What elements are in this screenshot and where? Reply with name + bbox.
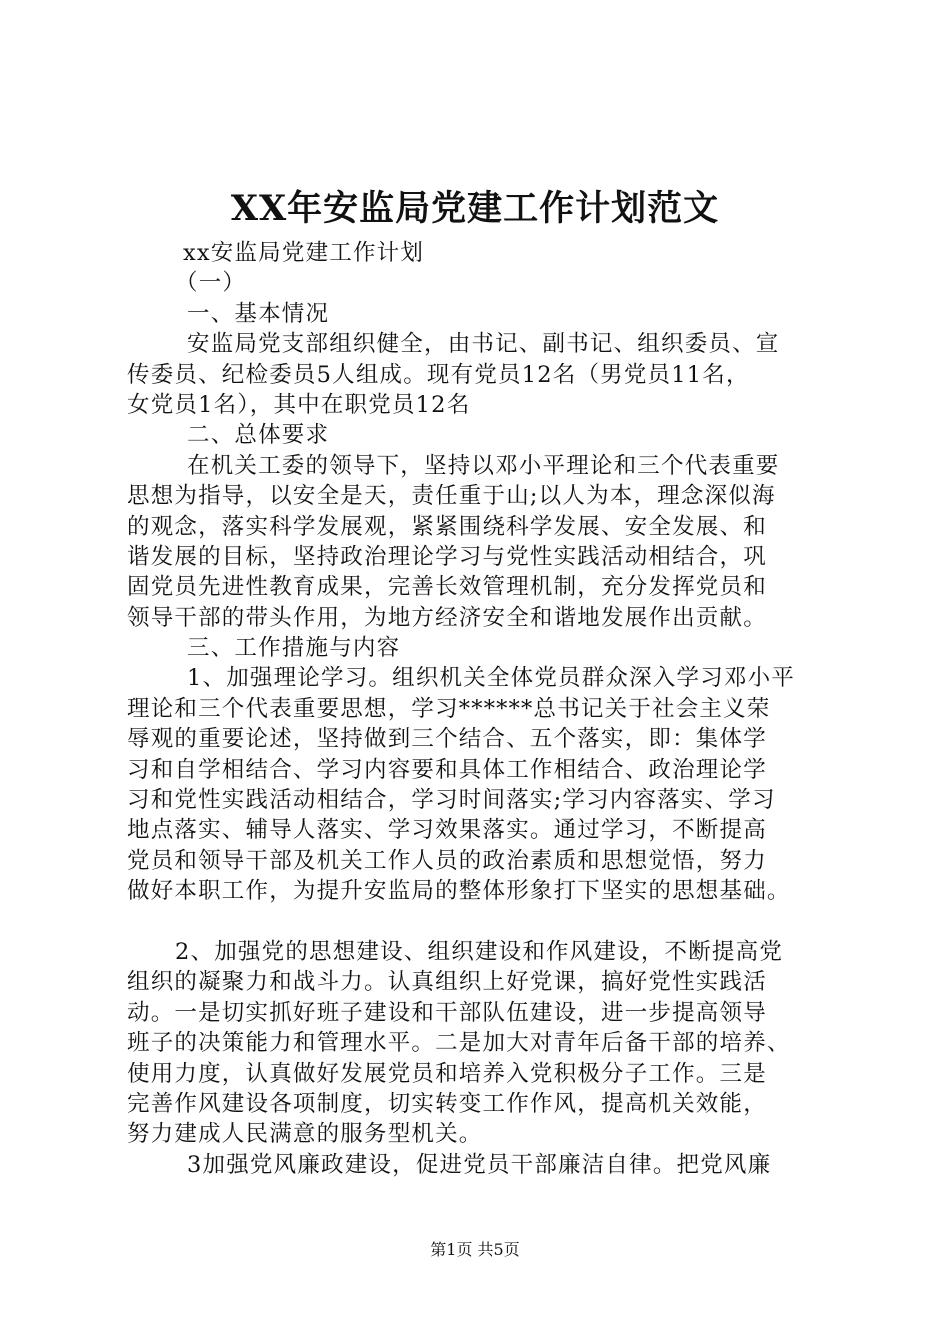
text-line: 传委员、纪检委员5人组成。现有党员12名（男党员11名，: [127, 361, 750, 388]
text-line: 3加强党风廉政建设，促进党员干部廉洁自律。把党风廉: [187, 1151, 772, 1178]
text-line: 在机关工委的领导下，坚持以邓小平理论和三个代表重要: [187, 452, 780, 479]
text-line: 谐发展的目标，坚持政治理论学习与党性实践活动相结合，巩: [127, 543, 767, 570]
text-line: （一）: [175, 270, 247, 297]
text-line: 辱观的重要论述，坚持做到三个结合、五个落实，即：集体学: [127, 726, 767, 753]
text-line: 习和自学相结合、学习内容要和具体工作相结合、政治理论学: [127, 756, 767, 783]
text-line: 领导干部的带头作用，为地方经济安全和谐地发展作出贡献。: [127, 604, 767, 631]
text-line: 理论和三个代表重要思想，学习******总书记关于社会主义荣: [127, 695, 771, 722]
text-line: 完善作风建设各项制度，切实转变工作作风，提高机关效能，: [127, 1090, 767, 1117]
text-line: 女党员1名），其中在职党员12名: [127, 391, 471, 418]
text-line: 思想为指导，以安全是天，责任重于山;以人为本，理念深似海: [127, 483, 776, 510]
text-line: 一、基本情况: [187, 300, 330, 327]
paragraph-gap: [127, 907, 837, 937]
document-title: XX年安监局党建工作计划范文: [230, 188, 720, 229]
text-line: xx安监局党建工作计划: [183, 240, 425, 266]
page-footer: 第1页 共5页: [430, 1240, 520, 1259]
text-line: 二、总体要求: [187, 422, 330, 449]
text-line: 安监局党支部组织健全，由书记、副书记、组织委员、宣: [187, 331, 780, 358]
text-line: 做好本职工作，为提升安监局的整体形象打下坚实的思想基础。: [127, 878, 791, 905]
text-line: 1、加强理论学习。组织机关全体党员群众深入学习邓小平: [187, 665, 796, 692]
text-line: 2、加强党的思想建设、组织建设和作风建设，不断提高党: [175, 938, 784, 965]
text-line: 的观念，落实科学发展观，紧紧围绕科学发展、安全发展、和: [127, 513, 767, 540]
text-line: 使用力度，认真做好发展党员和培养入党积极分子工作。三是: [127, 1060, 767, 1087]
text-line: 固党员先进性教育成果，完善长效管理机制，充分发挥党员和: [127, 574, 767, 601]
text-line: 努力建成人民满意的服务型机关。: [127, 1121, 483, 1148]
text-line: 党员和领导干部及机关工作人员的政治素质和思想觉悟，努力: [127, 847, 767, 874]
text-line: 地点落实、辅导人落实、学习效果落实。通过学习，不断提高: [127, 817, 767, 844]
text-line: 组织的凝聚力和战斗力。认真组织上好党课，搞好党性实践活: [127, 969, 767, 996]
text-line: 动。一是切实抓好班子建设和干部队伍建设，进一步提高领导: [127, 999, 767, 1026]
text-line: 班子的决策能力和管理水平。二是加大对青年后备干部的培养、: [127, 1030, 791, 1057]
text-line: 三、工作措施与内容: [187, 635, 401, 662]
document-body: [127, 238, 837, 1180]
text-line: 习和党性实践活动相结合，学习时间落实;学习内容落实、学习: [127, 787, 776, 814]
